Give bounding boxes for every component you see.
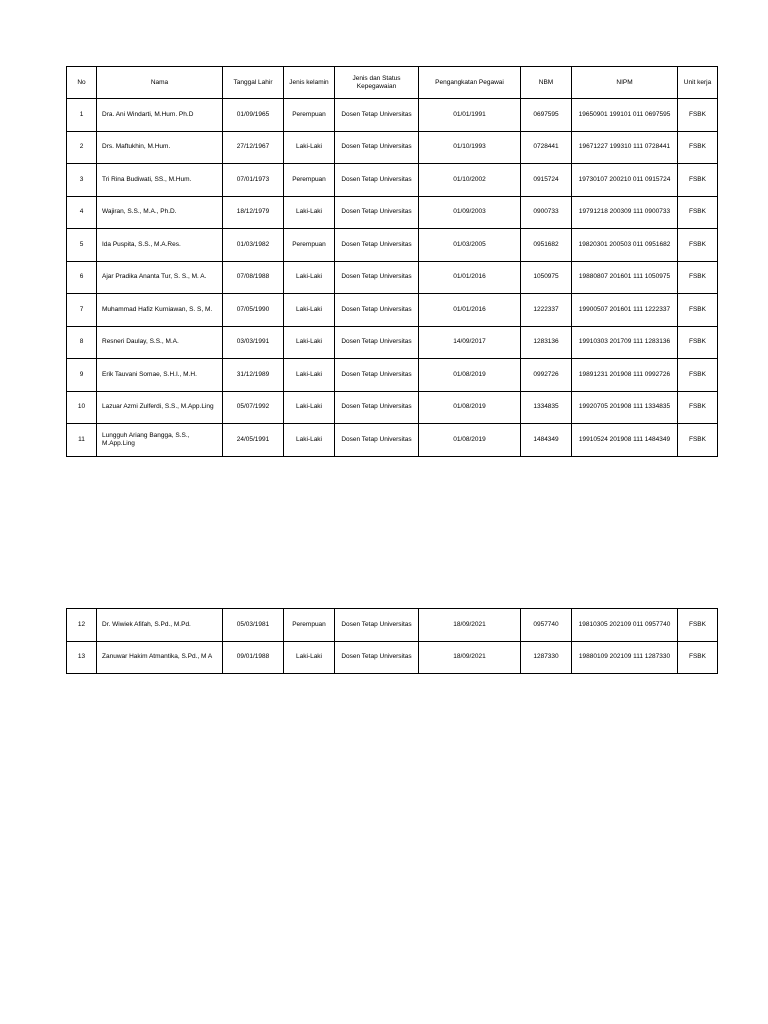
cell-no: 5	[67, 229, 97, 262]
cell-nama: Resneri Daulay, S.S., M.A.	[97, 326, 223, 359]
cell-tanggal-lahir: 07/08/1988	[223, 261, 284, 294]
table-row	[67, 196, 718, 229]
cell-nama: Dra. Ani Windarti, M.Hum. Ph.D	[97, 99, 223, 132]
cell-jenis-kelamin: Laki-Laki	[284, 326, 335, 359]
cell-jenis-kelamin: Laki-Laki	[284, 261, 335, 294]
cell-jenis-kelamin: Perempuan	[284, 229, 335, 262]
cell-status: Dosen Tetap Universitas	[335, 164, 419, 197]
cell-no: 11	[67, 424, 97, 457]
cell-tanggal-lahir: 07/01/1973	[223, 164, 284, 197]
cell-status: Dosen Tetap Universitas	[335, 294, 419, 327]
cell-nama: Erik Tauvani Somae, S.H.I., M.H.	[97, 359, 223, 392]
cell-nipm: 19891231 201908 111 0992726	[572, 359, 678, 392]
cell-pengangkatan: 01/01/2016	[419, 261, 521, 294]
table-row	[67, 131, 718, 164]
cell-tanggal-lahir: 07/05/1990	[223, 294, 284, 327]
cell-no: 12	[67, 609, 97, 642]
cell-no: 8	[67, 326, 97, 359]
header-nama: Nama	[97, 67, 223, 99]
cell-nama: Ida Puspita, S.S., M.A.Res.	[97, 229, 223, 262]
table-row	[67, 359, 718, 392]
cell-no: 10	[67, 391, 97, 424]
cell-unit-kerja: FSBK	[678, 609, 718, 642]
cell-status: Dosen Tetap Universitas	[335, 196, 419, 229]
cell-tanggal-lahir: 09/01/1988	[223, 641, 284, 674]
cell-jenis-kelamin: Laki-Laki	[284, 641, 335, 674]
cell-unit-kerja: FSBK	[678, 326, 718, 359]
cell-nbm: 1050975	[521, 261, 572, 294]
cell-nbm: 0915724	[521, 164, 572, 197]
cell-tanggal-lahir: 05/07/1992	[223, 391, 284, 424]
cell-nama: Drs. Maftukhin, M.Hum.	[97, 131, 223, 164]
cell-status: Dosen Tetap Universitas	[335, 229, 419, 262]
cell-tanggal-lahir: 31/12/1989	[223, 359, 284, 392]
cell-pengangkatan: 01/09/2003	[419, 196, 521, 229]
cell-unit-kerja: FSBK	[678, 196, 718, 229]
cell-nama: Dr. Wiwiek Afifah, S.Pd., M.Pd.	[97, 609, 223, 642]
cell-nbm: 1484349	[521, 424, 572, 457]
table-row	[67, 424, 718, 457]
cell-nipm: 19920705 201908 111 1334835	[572, 391, 678, 424]
cell-pengangkatan: 01/08/2019	[419, 391, 521, 424]
cell-pengangkatan: 01/01/2016	[419, 294, 521, 327]
staff-table	[66, 66, 718, 457]
table-row	[67, 326, 718, 359]
header-status: Jenis dan Status Kepegawaian	[335, 67, 419, 99]
cell-pengangkatan: 18/09/2021	[419, 609, 521, 642]
cell-status: Dosen Tetap Universitas	[335, 391, 419, 424]
cell-unit-kerja: FSBK	[678, 391, 718, 424]
table-row	[67, 294, 718, 327]
cell-unit-kerja: FSBK	[678, 641, 718, 674]
cell-status: Dosen Tetap Universitas	[335, 641, 419, 674]
cell-nipm: 19791218 200309 111 0900733	[572, 196, 678, 229]
staff-table-continued	[66, 608, 718, 674]
cell-no: 2	[67, 131, 97, 164]
cell-nipm: 19650901 199101 011 0697595	[572, 99, 678, 132]
cell-jenis-kelamin: Laki-Laki	[284, 391, 335, 424]
cell-nama: Wajiran, S.S., M.A., Ph.D.	[97, 196, 223, 229]
cell-jenis-kelamin: Perempuan	[284, 609, 335, 642]
header-nbm: NBM	[521, 67, 572, 99]
table-row	[67, 229, 718, 262]
cell-jenis-kelamin: Laki-Laki	[284, 131, 335, 164]
cell-no: 7	[67, 294, 97, 327]
cell-nbm: 1222337	[521, 294, 572, 327]
cell-nama: Ajar Pradika Ananta Tur, S. S., M. A.	[97, 261, 223, 294]
header-jenis-kelamin: Jenis kelamin	[284, 67, 335, 99]
cell-status: Dosen Tetap Universitas	[335, 424, 419, 457]
cell-nipm: 19900507 201601 111 1222337	[572, 294, 678, 327]
cell-nbm: 1334835	[521, 391, 572, 424]
table-row	[67, 261, 718, 294]
cell-jenis-kelamin: Laki-Laki	[284, 359, 335, 392]
table-row	[67, 391, 718, 424]
table-body	[67, 99, 718, 457]
cell-jenis-kelamin: Laki-Laki	[284, 196, 335, 229]
cell-nipm: 19880807 201601 111 1050975	[572, 261, 678, 294]
cell-jenis-kelamin: Perempuan	[284, 99, 335, 132]
header-pengangkatan: Pengangkatan Pegawai	[419, 67, 521, 99]
table-row	[67, 609, 718, 642]
cell-nbm: 1283136	[521, 326, 572, 359]
cell-nama: Lungguh Ariang Bangga, S.S., M.App.Ling	[97, 424, 223, 457]
cell-nbm: 0728441	[521, 131, 572, 164]
cell-nipm: 19880109 202109 111 1287330	[572, 641, 678, 674]
cell-status: Dosen Tetap Universitas	[335, 609, 419, 642]
cell-tanggal-lahir: 01/09/1965	[223, 99, 284, 132]
cell-no: 4	[67, 196, 97, 229]
cell-status: Dosen Tetap Universitas	[335, 131, 419, 164]
cell-no: 9	[67, 359, 97, 392]
header-no: No	[67, 67, 97, 99]
cell-nbm: 1287330	[521, 641, 572, 674]
cell-unit-kerja: FSBK	[678, 359, 718, 392]
cell-pengangkatan: 01/08/2019	[419, 424, 521, 457]
cell-no: 13	[67, 641, 97, 674]
cell-unit-kerja: FSBK	[678, 261, 718, 294]
cell-status: Dosen Tetap Universitas	[335, 261, 419, 294]
cell-nbm: 0992726	[521, 359, 572, 392]
cell-pengangkatan: 01/10/1993	[419, 131, 521, 164]
cell-tanggal-lahir: 24/05/1991	[223, 424, 284, 457]
cell-jenis-kelamin: Laki-Laki	[284, 424, 335, 457]
cell-status: Dosen Tetap Universitas	[335, 326, 419, 359]
cell-nbm: 0900733	[521, 196, 572, 229]
table-row	[67, 164, 718, 197]
cell-nipm: 19810305 202109 011 0957740	[572, 609, 678, 642]
header-tanggal-lahir: Tanggal Lahir	[223, 67, 284, 99]
cell-no: 3	[67, 164, 97, 197]
cell-pengangkatan: 18/09/2021	[419, 641, 521, 674]
cell-pengangkatan: 01/10/2002	[419, 164, 521, 197]
cell-nama: Zanuwar Hakim Atmantika, S.Pd., M A	[97, 641, 223, 674]
header-nipm: NIPM	[572, 67, 678, 99]
header-unit-kerja: Unit kerja	[678, 67, 718, 99]
cell-unit-kerja: FSBK	[678, 229, 718, 262]
cell-tanggal-lahir: 03/03/1991	[223, 326, 284, 359]
cell-jenis-kelamin: Laki-Laki	[284, 294, 335, 327]
cell-jenis-kelamin: Perempuan	[284, 164, 335, 197]
cell-nipm: 19820301 200503 011 0951682	[572, 229, 678, 262]
cell-nama: Lazuar Azmi Zulferdi, S.S., M.App.Ling	[97, 391, 223, 424]
cell-status: Dosen Tetap Universitas	[335, 99, 419, 132]
cell-status: Dosen Tetap Universitas	[335, 359, 419, 392]
cell-unit-kerja: FSBK	[678, 131, 718, 164]
cell-nbm: 0951682	[521, 229, 572, 262]
cell-nbm: 0957740	[521, 609, 572, 642]
table-row	[67, 641, 718, 674]
table-body-continued	[67, 609, 718, 674]
cell-no: 1	[67, 99, 97, 132]
cell-pengangkatan: 01/08/2019	[419, 359, 521, 392]
cell-tanggal-lahir: 27/12/1967	[223, 131, 284, 164]
cell-nipm: 19910303 201709 111 1283136	[572, 326, 678, 359]
cell-tanggal-lahir: 05/03/1981	[223, 609, 284, 642]
cell-tanggal-lahir: 18/12/1979	[223, 196, 284, 229]
table-row	[67, 99, 718, 132]
cell-nipm: 19910524 201908 111 1484349	[572, 424, 678, 457]
cell-nipm: 19671227 199310 111 0728441	[572, 131, 678, 164]
table-header-row	[67, 67, 718, 99]
cell-tanggal-lahir: 01/03/1982	[223, 229, 284, 262]
cell-nbm: 0697595	[521, 99, 572, 132]
cell-unit-kerja: FSBK	[678, 99, 718, 132]
cell-unit-kerja: FSBK	[678, 294, 718, 327]
cell-pengangkatan: 01/01/1991	[419, 99, 521, 132]
cell-nipm: 19730107 200210 011 0915724	[572, 164, 678, 197]
cell-nama: Muhammad Hafiz Kurniawan, S. S, M.	[97, 294, 223, 327]
cell-unit-kerja: FSBK	[678, 424, 718, 457]
cell-pengangkatan: 14/09/2017	[419, 326, 521, 359]
cell-no: 6	[67, 261, 97, 294]
cell-pengangkatan: 01/03/2005	[419, 229, 521, 262]
cell-nama: Tri Rina Budiwati, SS., M.Hum.	[97, 164, 223, 197]
cell-unit-kerja: FSBK	[678, 164, 718, 197]
